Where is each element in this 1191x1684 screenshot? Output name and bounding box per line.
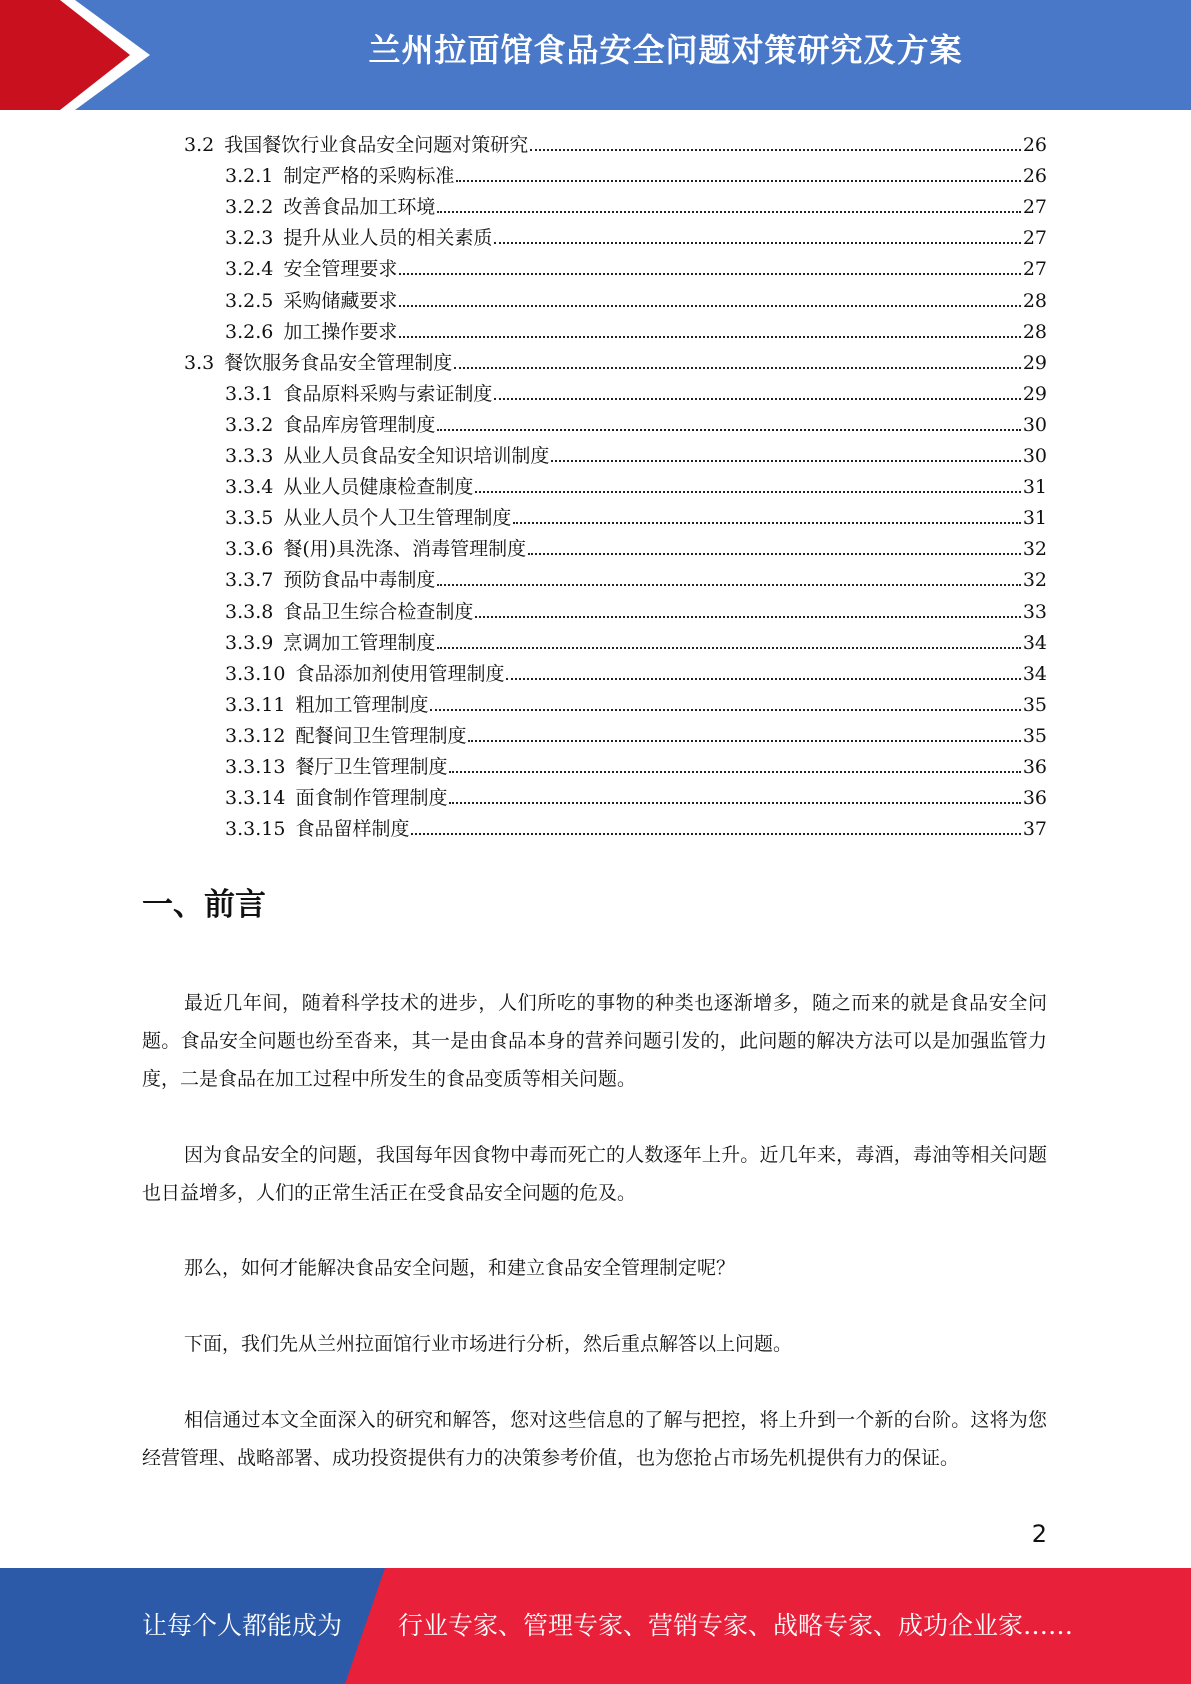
footer-slogan-right: 行业专家、管理专家、营销专家、战略专家、成功企业家…… [398, 1611, 1074, 1640]
toc-entry-label: 从业人员个人卫生管理制度 [283, 507, 512, 529]
toc-dot-leader [449, 781, 1020, 804]
toc-entry-number: 3.2.4 [225, 258, 274, 280]
toc-dot-leader [513, 501, 1020, 524]
toc-entry-label: 我国餐饮行业食品安全问题对策研究 [224, 134, 529, 156]
page-number: 2 [1031, 1520, 1047, 1548]
toc-entry-number: 3.3 [184, 352, 215, 374]
toc-entry-label: 从业人员食品安全知识培训制度 [283, 445, 550, 467]
toc-entry-page: 27 [1022, 196, 1047, 218]
toc-entry-page: 28 [1022, 290, 1047, 312]
toc-dot-leader [449, 750, 1020, 773]
toc-entry[interactable] [225, 190, 1047, 221]
toc-entry-number: 3.3.6 [225, 538, 274, 560]
toc-dot-leader [399, 284, 1020, 307]
toc-dot-leader [437, 563, 1020, 586]
toc-entry[interactable] [225, 159, 1047, 190]
toc-entry-page: 27 [1022, 258, 1047, 280]
toc-entry-number: 3.3.13 [225, 756, 286, 778]
toc-entry[interactable] [225, 501, 1047, 532]
toc-dot-leader [506, 657, 1020, 680]
toc-entry-number: 3.2.2 [225, 196, 274, 218]
toc-entry-number: 3.3.2 [225, 414, 274, 436]
toc-entry[interactable] [225, 377, 1047, 408]
toc-entry-label: 粗加工管理制度 [295, 694, 429, 716]
toc-entry[interactable] [225, 470, 1047, 501]
toc-entry-page: 32 [1022, 569, 1047, 591]
toc-entry-page: 30 [1022, 414, 1047, 436]
toc-entry-page: 27 [1022, 227, 1047, 249]
toc-entry-page: 35 [1022, 694, 1047, 716]
toc-entry[interactable] [225, 750, 1047, 781]
toc-entry-page: 29 [1022, 352, 1047, 374]
toc-dot-leader [494, 377, 1020, 400]
toc-entry-number: 3.2 [184, 134, 215, 156]
toc-dot-leader [399, 252, 1020, 275]
paragraph-intro: 最近几年间，随着科学技术的进步，人们所吃的事物的种类也逐渐增多，随之而来的就是食品安全问题。食品安全问题也纷至沓来，其一是由食品本身的营养问题引发的，此问题的解决方法可以是加强监管力度，二是食品在加工过程中所发生的食品变质等相关问题。 [142, 992, 1047, 1090]
toc-dot-leader [551, 439, 1020, 462]
toc-dot-leader [530, 128, 1021, 151]
toc-entry-label: 面食制作管理制度 [295, 787, 448, 809]
toc-entry-page: 34 [1022, 632, 1047, 654]
document-title: 兰州拉面馆食品安全问题对策研究及方案 [368, 31, 963, 69]
toc-entry-label: 提升从业人员的相关素质 [283, 227, 493, 249]
paragraph-analysis-plan: 下面，我们先从兰州拉面馆行业市场进行分析，然后重点解答以上问题。 [184, 1333, 793, 1355]
toc-entry-number: 3.3.7 [225, 569, 274, 591]
toc-entry-page: 28 [1022, 321, 1047, 343]
toc-entry[interactable] [225, 595, 1047, 626]
toc-entry[interactable] [225, 315, 1047, 346]
toc-entry-page: 36 [1022, 756, 1047, 778]
toc-entry-label: 食品卫生综合检查制度 [283, 601, 474, 623]
toc-entry-number: 3.3.10 [225, 663, 286, 685]
toc-dot-leader [437, 626, 1020, 649]
toc-entry-label: 加工操作要求 [283, 321, 398, 343]
toc-entry[interactable] [225, 719, 1047, 750]
toc-entry-number: 3.2.5 [225, 290, 274, 312]
toc-entry-page: 31 [1022, 507, 1047, 529]
page-footer [0, 1568, 1191, 1684]
toc-dot-leader [437, 190, 1020, 213]
toc-entry-label: 从业人员健康检查制度 [283, 476, 474, 498]
paragraph-question: 那么，如何才能解决食品安全问题，和建立食品安全管理制定呢？ [184, 1257, 736, 1279]
toc-entry-label: 餐厅卫生管理制度 [295, 756, 448, 778]
toc-dot-leader [528, 532, 1021, 555]
toc-dot-leader [468, 719, 1020, 742]
paragraph-food-safety-deaths: 因为食品安全的问题，我国每年因食物中毒而死亡的人数逐年上升。近几年来，毒酒，毒油等相关问题也日益增多，人们的正常生活正在受食品安全问题的危及。 [142, 1144, 1047, 1204]
toc-dot-leader [475, 595, 1020, 618]
toc-dot-leader [430, 688, 1020, 711]
toc-entry-number: 3.3.4 [225, 476, 274, 498]
toc-dot-leader [456, 159, 1020, 182]
toc-entry-page: 26 [1022, 165, 1047, 187]
toc-entry-number: 3.3.1 [225, 383, 274, 405]
page-header [0, 0, 1191, 110]
toc-entry-label: 餐(用)具洗涤、消毒管理制度 [283, 538, 527, 560]
toc-entry-number: 3.3.11 [225, 694, 286, 716]
toc-entry-number: 3.2.6 [225, 321, 274, 343]
toc-entry[interactable] [225, 439, 1047, 470]
toc-entry[interactable] [225, 781, 1047, 812]
toc-entry-number: 3.3.8 [225, 601, 274, 623]
toc-entry-label: 采购储藏要求 [283, 290, 398, 312]
toc-entry-page: 29 [1022, 383, 1047, 405]
paragraph-conclusion: 相信通过本文全面深入的研究和解答，您对这些信息的了解与把控，将上升到一个新的台阶。这将为您经营管理、战略部署、成功投资提供有力的决策参考价值，也为您抢占市场先机提供有力的保证。 [142, 1409, 1047, 1469]
toc-entry-page: 35 [1022, 725, 1047, 747]
toc-entry[interactable] [225, 252, 1047, 283]
toc-entry[interactable] [225, 812, 1047, 843]
toc-entry[interactable] [225, 688, 1047, 719]
toc-entry-number: 3.3.15 [225, 818, 286, 840]
toc-entry-number: 3.3.9 [225, 632, 274, 654]
toc-dot-leader [411, 812, 1020, 835]
toc-entry-label: 制定严格的采购标准 [283, 165, 455, 187]
toc-entry-label: 食品留样制度 [295, 818, 410, 840]
toc-entry-number: 3.3.5 [225, 507, 274, 529]
toc-entry-label: 配餐间卫生管理制度 [295, 725, 467, 747]
toc-entry[interactable] [184, 346, 1047, 377]
toc-dot-leader [475, 470, 1020, 493]
toc-entry-page: 33 [1022, 601, 1047, 623]
toc-entry-page: 30 [1022, 445, 1047, 467]
toc-entry[interactable] [225, 563, 1047, 594]
toc-entry-number: 3.3.3 [225, 445, 274, 467]
toc-entry-label: 预防食品中毒制度 [283, 569, 436, 591]
toc-entry-page: 31 [1022, 476, 1047, 498]
toc-entry-number: 3.3.14 [225, 787, 286, 809]
toc-entry-page: 37 [1022, 818, 1047, 840]
toc-dot-leader [399, 315, 1020, 338]
toc-entry[interactable] [225, 532, 1047, 563]
toc-entry-page: 34 [1022, 663, 1047, 685]
footer-slogan-left: 让每个人都能成为 [142, 1611, 343, 1640]
toc-dot-leader [494, 221, 1020, 244]
toc-entry-number: 3.2.1 [225, 165, 274, 187]
toc-entry[interactable] [184, 128, 1047, 159]
toc-dot-leader [437, 408, 1020, 431]
toc-entry-label: 食品添加剂使用管理制度 [295, 663, 505, 685]
toc-entry-page: 26 [1022, 134, 1047, 156]
toc-entry-label: 烹调加工管理制度 [283, 632, 436, 654]
toc-entry-label: 餐饮服务食品安全管理制度 [224, 352, 453, 374]
toc-dot-leader [454, 346, 1021, 369]
toc-entry-page: 32 [1022, 538, 1047, 560]
toc-entry[interactable] [225, 657, 1047, 688]
toc-entry[interactable] [225, 284, 1047, 315]
toc-entry[interactable] [225, 626, 1047, 657]
toc-entry-label: 安全管理要求 [283, 258, 398, 280]
toc-entry[interactable] [225, 408, 1047, 439]
section-heading: 一、前言 [142, 887, 266, 923]
toc-entry-number: 3.3.12 [225, 725, 286, 747]
toc-entry-number: 3.2.3 [225, 227, 274, 249]
toc-entry-page: 36 [1022, 787, 1047, 809]
toc-entry[interactable] [225, 221, 1047, 252]
toc-entry-label: 食品库房管理制度 [283, 414, 436, 436]
toc-entry-label: 改善食品加工环境 [283, 196, 436, 218]
toc-entry-label: 食品原料采购与索证制度 [283, 383, 493, 405]
